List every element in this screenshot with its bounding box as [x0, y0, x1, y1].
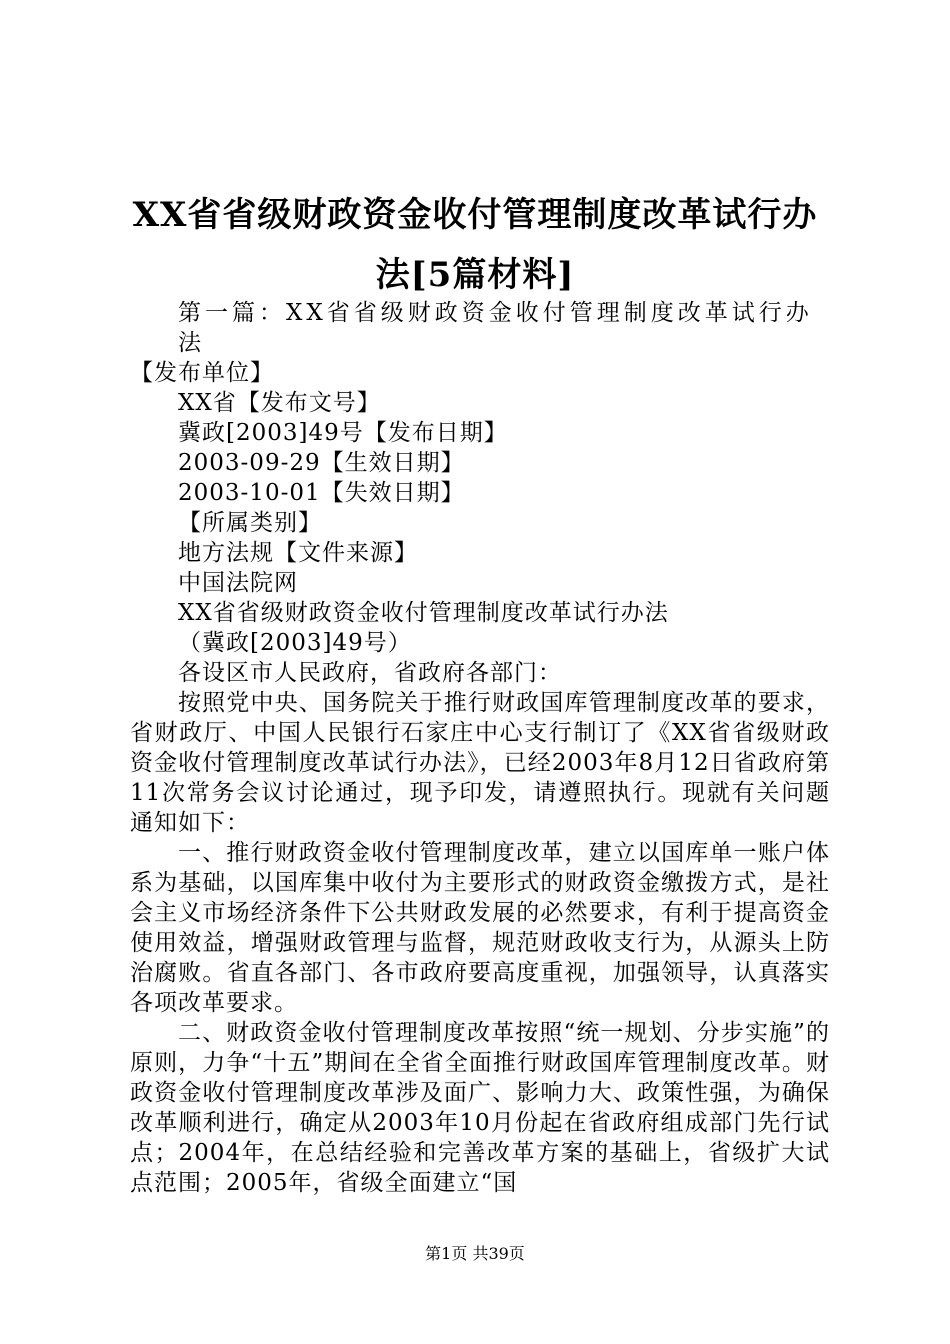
meta-line-source: 中国法院网: [178, 570, 298, 596]
meta-line-doc-number: 冀政[2003]49号【发布日期】: [178, 420, 508, 446]
publisher-label: 【发布单位】: [130, 360, 274, 386]
meta-line-category: 地方法规【文件来源】: [178, 540, 418, 566]
title-line-2: 法[5篇材料]: [375, 255, 575, 295]
document-subtitle: XX省省级财政资金收付管理制度改革试行办法: [178, 600, 669, 626]
meta-line-publisher: XX省【发布文号】: [178, 390, 381, 416]
document-body: [130, 298, 830, 1198]
meta-line-effective-date: 2003-10-01【失效日期】: [178, 480, 465, 506]
page-footer: 第1页 共39页: [425, 1244, 525, 1263]
document-number: （冀政[2003]49号）: [178, 630, 412, 656]
title-line-1: XX省省级财政资金收付管理制度改革试行办: [132, 195, 818, 235]
document-title: [120, 185, 830, 305]
paragraph-2: 一、推行财政资金收付管理制度改革，建立以国库单一账户体系为基础，以国库集中收付为主要形式的财政资金缴拨方式，是社会主义市场经济条件下公共财政发展的必然要求，有利于提高资金使用效益，增强财政管理与监督，规范财政收支行为，从源头上防治腐败。省直各部门、各市政府要高度重视，加强领导，认真落实各项改革要求。: [130, 840, 830, 1016]
paragraph-1: 按照党中央、国务院关于推行财政国库管理制度改革的要求，省财政厅、中国人民银行石家庄中心支行制订了《XX省省级财政资金收付管理制度改革试行办法》，已经2003年8月12日省政府第11次常务会议讨论通过，现予印发，请遵照执行。现就有关问题通知如下：: [130, 690, 830, 836]
meta-line-category-label: 【所属类别】: [178, 510, 322, 536]
addressee: 各设区市人民政府，省政府各部门：: [178, 660, 562, 686]
intro-line: 第一篇：XX省省级财政资金收付管理制度改革试行办法: [178, 300, 813, 356]
paragraph-3: 二、财政资金收付管理制度改革按照“统一规划、分步实施”的原则，力争“十五”期间在全省全面推行财政国库管理制度改革。财政资金收付管理制度改革涉及面广、影响力大、政策性强，为确保改革顺利进行，确定从2003年10月份起在省政府组成部门先行试点；2004年，在总结经验和完善改革方案的基础上，省级扩大试点范围；2005年，省级全面建立“国: [130, 1020, 830, 1196]
meta-line-publish-date: 2003-09-29【生效日期】: [178, 450, 465, 476]
